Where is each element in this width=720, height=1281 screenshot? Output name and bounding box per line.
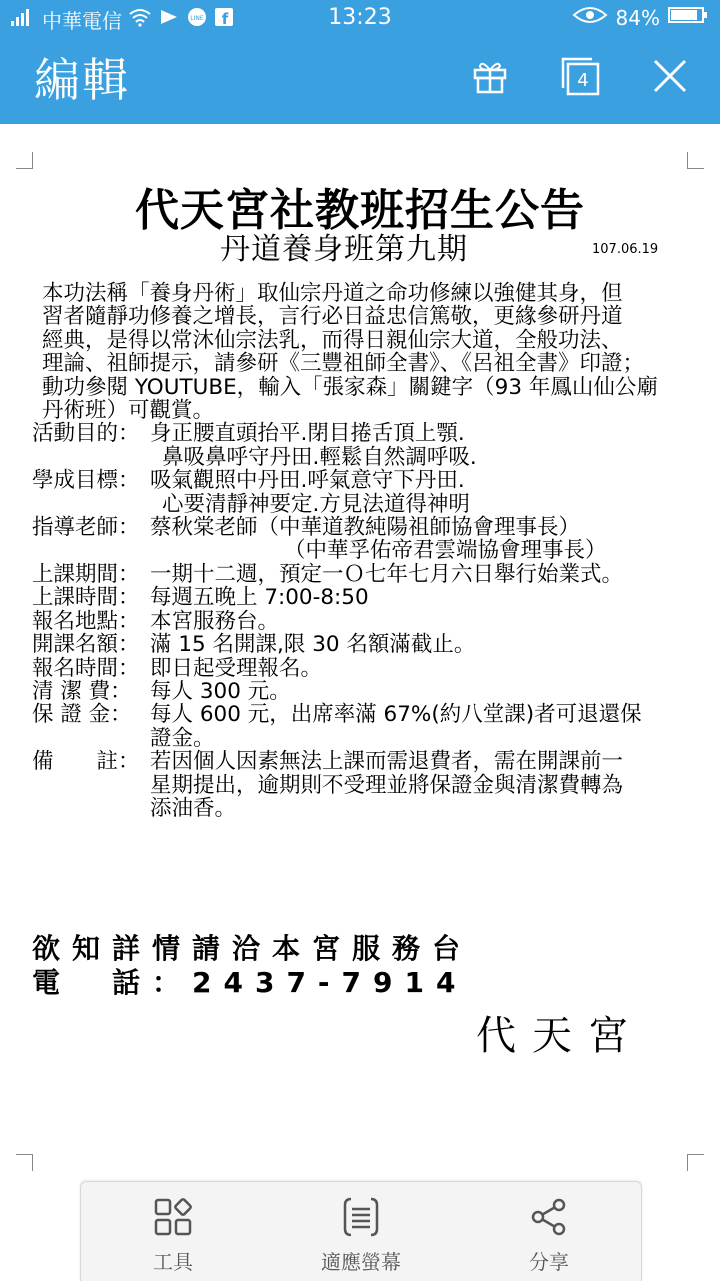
deposit-line: 每人 600 元，出席率滿 67%(約八堂課)者可退還保 xyxy=(150,702,642,728)
purpose-value: 身正腰直頭抬平.閉目捲舌頂上顎. xyxy=(150,421,465,447)
crop-mark-bottom-right xyxy=(687,1154,704,1171)
battery-icon xyxy=(668,5,708,30)
deposit-label: 保 證 金： xyxy=(32,702,132,728)
teacher-label: 指導老師： xyxy=(32,515,140,541)
status-bar xyxy=(0,0,720,34)
teacher-value: 蔡秋棠老師（中華道教純陽祖師協會理事長） xyxy=(150,515,581,541)
fit-screen-label: 適應螢幕 xyxy=(321,1250,401,1274)
field-value: 本宮服務台。 xyxy=(150,608,280,634)
svg-text:f: f xyxy=(221,10,229,27)
field-value: 一期十二週，預定一Ｏ七年七月六日舉行始業式。 xyxy=(150,561,624,587)
crop-mark-top-left xyxy=(16,152,33,169)
field-label: 清 潔 費： xyxy=(32,678,132,704)
app-bar xyxy=(0,34,720,124)
field-label: 上課時間： xyxy=(32,585,140,611)
intro-line: 丹術班）可觀賞。 xyxy=(42,398,215,424)
svg-text:LINE: LINE xyxy=(190,15,204,22)
contact-phone: 電 話：2437-7914 xyxy=(32,966,468,999)
fit-screen-button[interactable] xyxy=(291,1194,431,1275)
teacher-value-cont: （中華孚佑帝君雲端協會理事長） xyxy=(284,538,607,564)
field-label: 報名地點： xyxy=(32,608,140,634)
battery-level: 84% xyxy=(615,5,660,30)
carrier-name: 中華電信 xyxy=(42,9,122,33)
contact-block xyxy=(32,932,472,1000)
goal-label: 學成目標： xyxy=(32,468,140,494)
gift-button[interactable] xyxy=(468,54,512,98)
close-button[interactable] xyxy=(648,54,692,98)
goal-row xyxy=(32,469,694,492)
field-label: 上課期間： xyxy=(32,561,140,587)
field-row xyxy=(32,633,694,656)
field-value: 即日起受理報名。 xyxy=(150,655,323,681)
tools-icon xyxy=(153,1197,193,1237)
document-date: 107.06.19 xyxy=(592,242,659,257)
deposit-row xyxy=(32,703,694,750)
tabs-button[interactable] xyxy=(558,54,602,98)
note-line: 若因個人因素無法上課而需退費者，需在開課前一 xyxy=(150,749,624,775)
eye-icon xyxy=(572,5,608,30)
purpose-row xyxy=(32,422,694,445)
bottom-toolbar xyxy=(80,1181,642,1281)
purpose-value-cont: 鼻吸鼻呼守丹田.輕鬆自然調呼吸. xyxy=(162,444,477,470)
share-icon xyxy=(529,1197,569,1237)
signature: 代天宮 xyxy=(476,1013,644,1059)
document-page[interactable] xyxy=(0,124,720,1280)
field-label: 報名時間： xyxy=(32,655,140,681)
status-time: 13:23 xyxy=(328,5,392,30)
goal-value: 吸氣觀照中丹田.呼氣意守下丹田. xyxy=(150,468,465,494)
field-row xyxy=(32,586,694,609)
contact-line: 欲知詳情請洽本宮服務台 xyxy=(32,932,473,965)
intro-line: 理論、祖師提示，請參研《三豐祖師全書》、《呂祖全書》印證； xyxy=(42,351,645,377)
intro-line: 本功法稱「養身丹術」取仙宗丹道之命功修練以強健其身，但 xyxy=(42,281,623,306)
deposit-line: 證金。 xyxy=(150,725,215,751)
document-body xyxy=(32,282,694,820)
intro-line: 習者隨靜功修養之增長，言行必日益忠信篤敬，更緣參研丹道 xyxy=(42,304,623,330)
intro-line: 經典，是得以常沐仙宗法乳，而得日親仙宗大道，全般功法、 xyxy=(42,327,623,353)
purpose-label: 活動目的： xyxy=(32,421,140,447)
teacher-row xyxy=(32,516,694,539)
field-row xyxy=(32,680,694,703)
crop-mark-bottom-left xyxy=(16,1154,33,1171)
gift-icon xyxy=(470,56,510,96)
field-value: 每週五晚上 7:00-8:50 xyxy=(150,585,369,611)
document-subtitle: 丹道養身班第九期 xyxy=(220,232,468,267)
goal-value-cont: 心要清靜神要定.方見法道得神明 xyxy=(162,491,470,517)
fit-screen-icon xyxy=(341,1196,381,1238)
note-line: 添油香。 xyxy=(150,795,237,821)
tools-label: 工具 xyxy=(153,1250,193,1274)
page-title: 編輯 xyxy=(34,53,130,107)
field-value: 滿 15 名開課,限 30 名額滿截止。 xyxy=(150,632,476,658)
field-value: 每人 300 元。 xyxy=(150,678,291,704)
tools-button[interactable] xyxy=(103,1194,243,1275)
close-icon xyxy=(652,58,688,94)
crop-mark-top-right xyxy=(687,152,704,169)
field-label: 開課名額： xyxy=(32,632,140,658)
tabs-icon xyxy=(559,55,601,97)
share-button[interactable] xyxy=(479,1194,619,1275)
field-row xyxy=(32,563,694,586)
tab-count: 4 xyxy=(577,70,589,91)
field-row xyxy=(32,610,694,633)
intro-line: 動功參閱 YOUTUBE，輸入「張家森」關鍵字（93 年鳳山仙公廟 xyxy=(42,374,658,400)
field-row xyxy=(32,657,694,680)
note-line: 星期提出，逾期則不受理並將保證金與清潔費轉為 xyxy=(150,772,624,798)
document-title: 代天宮社教班招生公告 xyxy=(135,185,585,236)
note-row xyxy=(32,750,694,820)
share-label: 分享 xyxy=(529,1250,569,1274)
intro-paragraph xyxy=(32,282,694,422)
note-label: 備 註： xyxy=(32,749,140,775)
